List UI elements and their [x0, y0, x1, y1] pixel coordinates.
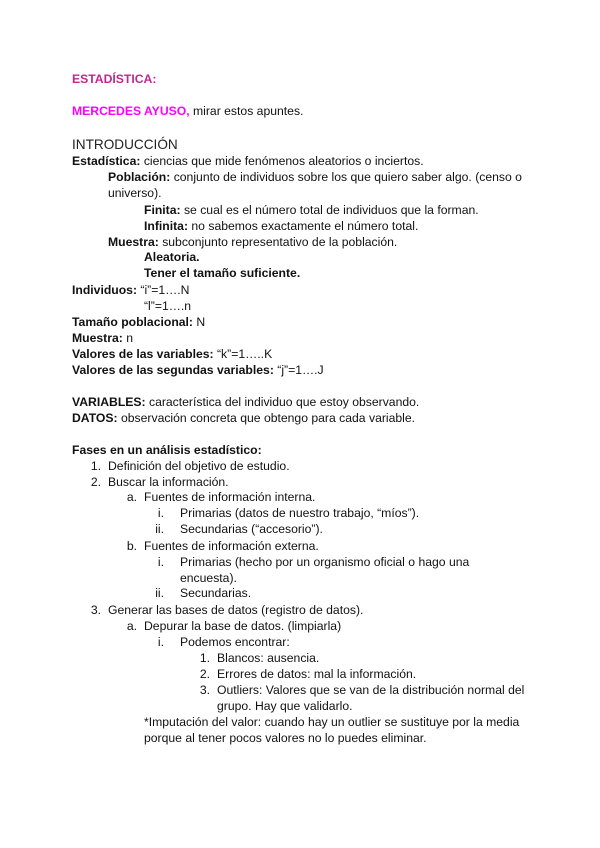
def-tamano-poblacional [72, 315, 205, 330]
list-text: Primarias (hecho por un organismo oficial o hago una [180, 555, 470, 569]
list-item [180, 683, 525, 698]
list-text: Secundarias (“accesorio”). [180, 522, 323, 536]
def-valores [72, 347, 272, 362]
author-name: MERCEDES AYUSO, [72, 104, 190, 118]
list-marker: 3. [199, 683, 210, 697]
list-text: Blancos: ausencia. [217, 651, 320, 665]
list-text: Depurar la base de datos. (limpiarla) [144, 619, 342, 633]
term-variables: VARIABLES: [72, 395, 146, 409]
list-marker: 1. [199, 651, 210, 665]
term-datos: DATOS: [72, 411, 118, 425]
list-text: Generar las bases de datos (registro de datos). [108, 603, 364, 617]
term-individuos: Individuos: [72, 283, 137, 297]
list-marker: 2. [199, 667, 210, 681]
def-poblacion-cont: universo). [108, 186, 162, 200]
term-infinita: Infinita: [144, 219, 189, 233]
def-infinita [144, 219, 418, 234]
def-valores-segundas [72, 363, 324, 378]
def-text: característica del individuo que estoy observando. [148, 395, 420, 409]
def-muestra [108, 235, 397, 250]
list-item [180, 651, 320, 666]
def-text: conjunto de individuos sobre los que quiero saber algo. (censo o [173, 170, 522, 184]
document-heading: ESTADÍSTICA: [72, 72, 157, 86]
list-marker: ii. [155, 586, 164, 600]
section-title-introduccion: INTRODUCCIÓN [72, 137, 178, 152]
list-item [144, 522, 323, 537]
imputation-note-cont: porque al tener pocos valores no lo puedes eliminar. [144, 731, 427, 745]
term-estadistica: Estadística: [72, 154, 141, 168]
term-valores-segundas: Valores de las segundas variables: [72, 363, 274, 377]
list-marker: 3. [90, 603, 101, 617]
def-variables [72, 395, 419, 410]
list-item [72, 459, 290, 474]
list-item-cont: grupo. Hay que validarlo. [217, 699, 353, 713]
def-text: “k”=1…..K [217, 347, 273, 361]
list-text: Errores de datos: mal la información. [217, 667, 417, 681]
list-item [72, 603, 364, 618]
list-marker: i. [157, 555, 164, 569]
def-individuos [72, 283, 190, 298]
muestra-tamano: Tener el tamaño suficiente. [144, 266, 301, 280]
list-text: Fuentes de información interna. [144, 490, 316, 504]
term-finita: Finita: [144, 203, 181, 217]
def-text: “j”=1….J [277, 363, 324, 377]
def-muestra-n [72, 331, 133, 346]
muestra-aleatoria: Aleatoria. [144, 250, 200, 264]
imputation-note: *Imputación del valor: cuando hay un outlier se sustituye por la media [144, 715, 520, 729]
term-poblacion: Población: [108, 170, 171, 184]
def-estadistica [72, 154, 424, 169]
list-item [144, 586, 252, 601]
list-item [180, 667, 417, 682]
def-text: “i”=1….N [140, 283, 190, 297]
list-text: Definición del objetivo de estudio. [108, 459, 290, 473]
list-marker: b. [126, 539, 137, 553]
def-datos [72, 411, 415, 426]
def-text: N [196, 315, 206, 329]
def-text: se cual es el número total de individuos que la forman. [183, 203, 479, 217]
term-muestra: Muestra: [108, 235, 159, 249]
author-note: mirar estos apuntes. [193, 104, 304, 118]
term-valores: Valores de las variables: [72, 347, 214, 361]
def-text: no sabemos exactamente el número total. [191, 219, 419, 233]
term-muestra-n: Muestra: [72, 331, 123, 345]
list-item [144, 506, 420, 521]
list-marker: a. [126, 619, 137, 633]
def-text: observación concreta que obtengo para cada variable. [120, 411, 416, 425]
list-text: Fuentes de información externa. [144, 539, 319, 553]
list-marker: a. [126, 490, 137, 504]
author-line [72, 104, 303, 119]
def-text: subconjunto representativo de la población. [162, 235, 398, 249]
fases-title: Fases en un análisis estadístico: [72, 443, 262, 457]
def-poblacion [108, 170, 522, 185]
list-item [108, 539, 319, 554]
list-text: Secundarias. [180, 586, 252, 600]
list-marker: i. [157, 635, 164, 649]
def-text: n [126, 331, 133, 345]
list-text: Primarias (datos de nuestro trabajo, “míos”). [180, 506, 420, 520]
list-item [144, 635, 290, 650]
list-marker: ii. [155, 522, 164, 536]
list-item [144, 555, 470, 570]
list-item [108, 490, 316, 505]
individuos-value-2: “l”=1….n [144, 299, 192, 313]
list-item [108, 619, 342, 634]
term-tamano: Tamaño poblacional: [72, 315, 193, 329]
list-marker: 2. [90, 475, 101, 489]
def-finita [144, 203, 479, 218]
def-text: ciencias que mide fenómenos aleatorios o inciertos. [143, 154, 424, 168]
list-text: Buscar la información. [108, 475, 229, 489]
list-marker: 1. [90, 459, 101, 473]
list-item [72, 475, 229, 490]
list-item-cont: encuesta). [180, 571, 237, 585]
list-text: Outliers: Valores que se van de la distribución normal del [217, 683, 525, 697]
list-text: Podemos encontrar: [180, 635, 290, 649]
list-marker: i. [157, 506, 164, 520]
